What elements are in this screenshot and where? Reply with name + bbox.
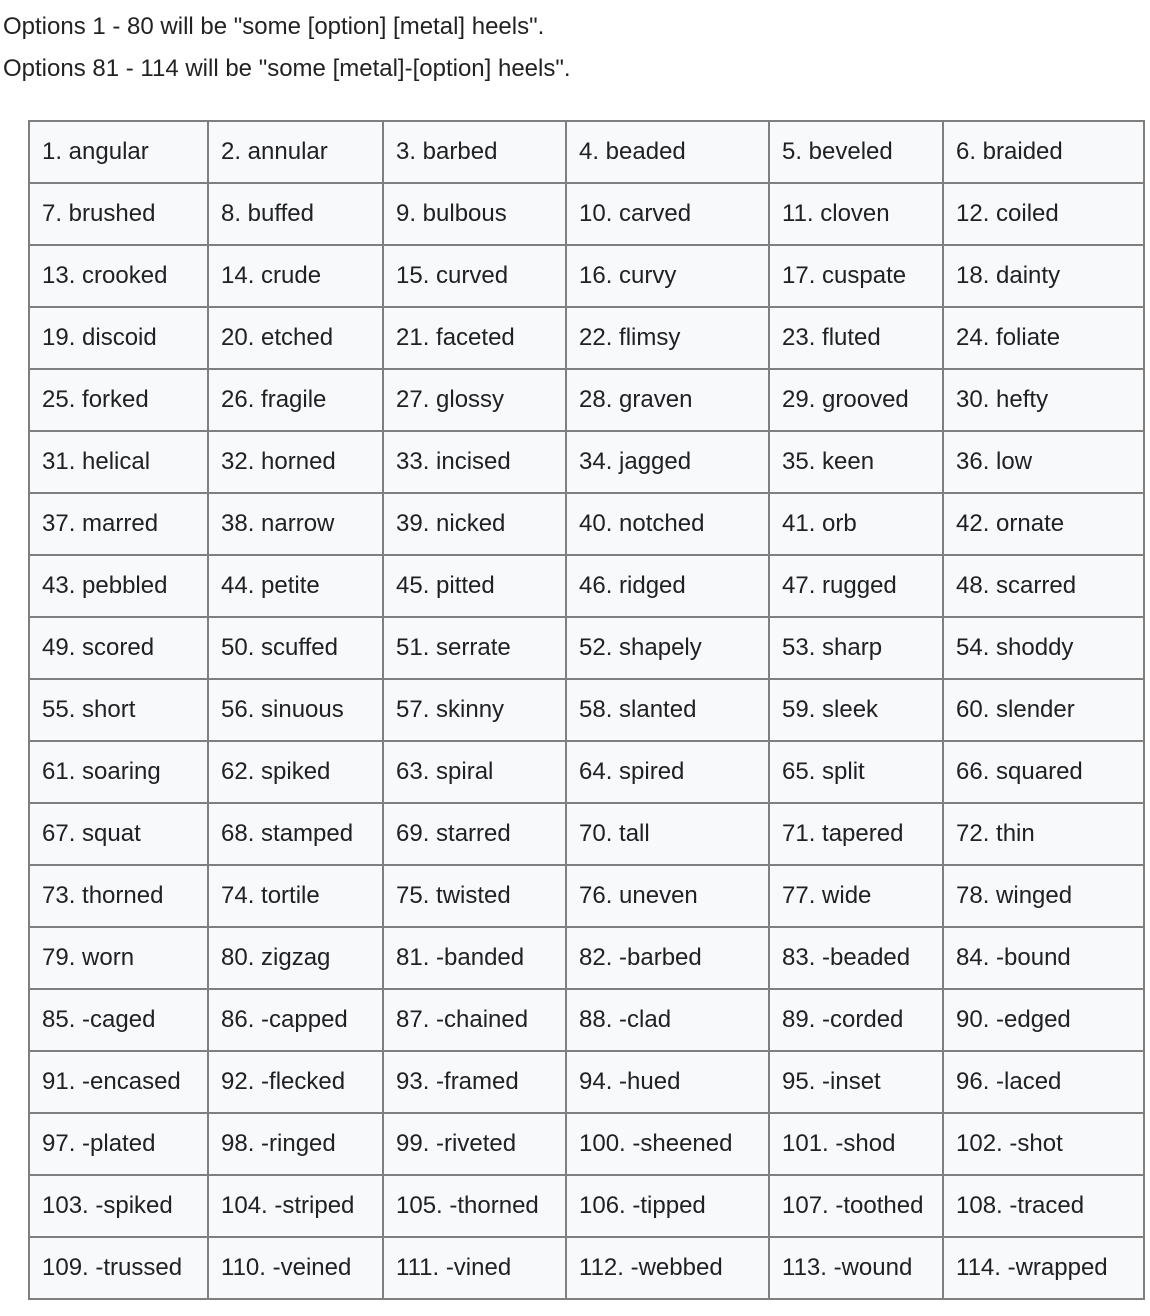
option-cell: 9. bulbous: [383, 183, 566, 245]
option-cell: 16. curvy: [566, 245, 769, 307]
option-cell: 54. shoddy: [943, 617, 1144, 679]
option-cell: 74. tortile: [208, 865, 383, 927]
option-cell: 20. etched: [208, 307, 383, 369]
option-cell: 89. -corded: [769, 989, 943, 1051]
option-cell: 95. -inset: [769, 1051, 943, 1113]
table-row: [29, 183, 1144, 245]
option-cell: 30. hefty: [943, 369, 1144, 431]
option-cell: 88. -clad: [566, 989, 769, 1051]
options-table: [28, 120, 1145, 1300]
option-cell: 102. -shot: [943, 1113, 1144, 1175]
option-cell: 33. incised: [383, 431, 566, 493]
option-cell: 110. -veined: [208, 1237, 383, 1299]
option-cell: 44. petite: [208, 555, 383, 617]
option-cell: 92. -flecked: [208, 1051, 383, 1113]
option-cell: 94. -hued: [566, 1051, 769, 1113]
option-cell: 85. -caged: [29, 989, 208, 1051]
option-cell: 43. pebbled: [29, 555, 208, 617]
option-cell: 107. -toothed: [769, 1175, 943, 1237]
option-cell: 52. shapely: [566, 617, 769, 679]
option-cell: 25. forked: [29, 369, 208, 431]
option-cell: 38. narrow: [208, 493, 383, 555]
option-cell: 37. marred: [29, 493, 208, 555]
option-cell: 6. braided: [943, 121, 1144, 183]
option-cell: 111. -vined: [383, 1237, 566, 1299]
table-row: [29, 989, 1144, 1051]
option-cell: 57. skinny: [383, 679, 566, 741]
option-cell: 7. brushed: [29, 183, 208, 245]
option-cell: 77. wide: [769, 865, 943, 927]
option-cell: 99. -riveted: [383, 1113, 566, 1175]
option-cell: 104. -striped: [208, 1175, 383, 1237]
option-cell: 64. spired: [566, 741, 769, 803]
option-cell: 66. squared: [943, 741, 1144, 803]
table-row: [29, 927, 1144, 989]
table-row: [29, 1237, 1144, 1299]
option-cell: 19. discoid: [29, 307, 208, 369]
option-cell: 70. tall: [566, 803, 769, 865]
option-cell: 39. nicked: [383, 493, 566, 555]
table-row: [29, 617, 1144, 679]
option-cell: 41. orb: [769, 493, 943, 555]
option-cell: 53. sharp: [769, 617, 943, 679]
option-cell: 8. buffed: [208, 183, 383, 245]
option-cell: 83. -beaded: [769, 927, 943, 989]
option-cell: 46. ridged: [566, 555, 769, 617]
option-cell: 109. -trussed: [29, 1237, 208, 1299]
option-cell: 42. ornate: [943, 493, 1144, 555]
option-cell: 11. cloven: [769, 183, 943, 245]
table-row: [29, 555, 1144, 617]
intro-line-2: Options 81 - 114 will be "some [metal]-[option] heels".: [3, 55, 571, 82]
table-row: [29, 1113, 1144, 1175]
option-cell: 32. horned: [208, 431, 383, 493]
option-cell: 48. scarred: [943, 555, 1144, 617]
option-cell: 60. slender: [943, 679, 1144, 741]
option-cell: 58. slanted: [566, 679, 769, 741]
option-cell: 22. flimsy: [566, 307, 769, 369]
table-row: [29, 121, 1144, 183]
option-cell: 103. -spiked: [29, 1175, 208, 1237]
option-cell: 34. jagged: [566, 431, 769, 493]
option-cell: 81. -banded: [383, 927, 566, 989]
option-cell: 51. serrate: [383, 617, 566, 679]
option-cell: 23. fluted: [769, 307, 943, 369]
option-cell: 78. winged: [943, 865, 1144, 927]
option-cell: 69. starred: [383, 803, 566, 865]
option-cell: 68. stamped: [208, 803, 383, 865]
option-cell: 50. scuffed: [208, 617, 383, 679]
option-cell: 12. coiled: [943, 183, 1144, 245]
option-cell: 93. -framed: [383, 1051, 566, 1113]
option-cell: 4. beaded: [566, 121, 769, 183]
option-cell: 72. thin: [943, 803, 1144, 865]
option-cell: 36. low: [943, 431, 1144, 493]
option-cell: 15. curved: [383, 245, 566, 307]
option-cell: 98. -ringed: [208, 1113, 383, 1175]
option-cell: 82. -barbed: [566, 927, 769, 989]
option-cell: 56. sinuous: [208, 679, 383, 741]
option-cell: 55. short: [29, 679, 208, 741]
intro-line-1: Options 1 - 80 will be "some [option] [metal] heels".: [3, 13, 545, 40]
option-cell: 62. spiked: [208, 741, 383, 803]
option-cell: 1. angular: [29, 121, 208, 183]
option-cell: 101. -shod: [769, 1113, 943, 1175]
option-cell: 17. cuspate: [769, 245, 943, 307]
option-cell: 86. -capped: [208, 989, 383, 1051]
table-row: [29, 1051, 1144, 1113]
option-cell: 67. squat: [29, 803, 208, 865]
option-cell: 96. -laced: [943, 1051, 1144, 1113]
option-cell: 59. sleek: [769, 679, 943, 741]
table-row: [29, 741, 1144, 803]
option-cell: 71. tapered: [769, 803, 943, 865]
option-cell: 97. -plated: [29, 1113, 208, 1175]
table-row: [29, 865, 1144, 927]
option-cell: 18. dainty: [943, 245, 1144, 307]
option-cell: 31. helical: [29, 431, 208, 493]
option-cell: 91. -encased: [29, 1051, 208, 1113]
option-cell: 24. foliate: [943, 307, 1144, 369]
option-cell: 35. keen: [769, 431, 943, 493]
table-row: [29, 803, 1144, 865]
option-cell: 113. -wound: [769, 1237, 943, 1299]
table-row: [29, 245, 1144, 307]
option-cell: 27. glossy: [383, 369, 566, 431]
table-row: [29, 679, 1144, 741]
option-cell: 61. soaring: [29, 741, 208, 803]
option-cell: 65. split: [769, 741, 943, 803]
option-cell: 106. -tipped: [566, 1175, 769, 1237]
option-cell: 40. notched: [566, 493, 769, 555]
option-cell: 87. -chained: [383, 989, 566, 1051]
options-table-body: [29, 121, 1144, 1299]
option-cell: 10. carved: [566, 183, 769, 245]
option-cell: 90. -edged: [943, 989, 1144, 1051]
option-cell: 73. thorned: [29, 865, 208, 927]
table-row: [29, 369, 1144, 431]
option-cell: 114. -wrapped: [943, 1237, 1144, 1299]
option-cell: 75. twisted: [383, 865, 566, 927]
option-cell: 2. annular: [208, 121, 383, 183]
option-cell: 14. crude: [208, 245, 383, 307]
option-cell: 13. crooked: [29, 245, 208, 307]
option-cell: 26. fragile: [208, 369, 383, 431]
table-row: [29, 493, 1144, 555]
option-cell: 21. faceted: [383, 307, 566, 369]
option-cell: 28. graven: [566, 369, 769, 431]
option-cell: 5. beveled: [769, 121, 943, 183]
option-cell: 76. uneven: [566, 865, 769, 927]
table-row: [29, 307, 1144, 369]
option-cell: 84. -bound: [943, 927, 1144, 989]
option-cell: 29. grooved: [769, 369, 943, 431]
option-cell: 47. rugged: [769, 555, 943, 617]
option-cell: 112. -webbed: [566, 1237, 769, 1299]
table-row: [29, 431, 1144, 493]
option-cell: 108. -traced: [943, 1175, 1144, 1237]
option-cell: 100. -sheened: [566, 1113, 769, 1175]
option-cell: 79. worn: [29, 927, 208, 989]
table-row: [29, 1175, 1144, 1237]
option-cell: 80. zigzag: [208, 927, 383, 989]
option-cell: 105. -thorned: [383, 1175, 566, 1237]
option-cell: 63. spiral: [383, 741, 566, 803]
option-cell: 49. scored: [29, 617, 208, 679]
option-cell: 3. barbed: [383, 121, 566, 183]
option-cell: 45. pitted: [383, 555, 566, 617]
